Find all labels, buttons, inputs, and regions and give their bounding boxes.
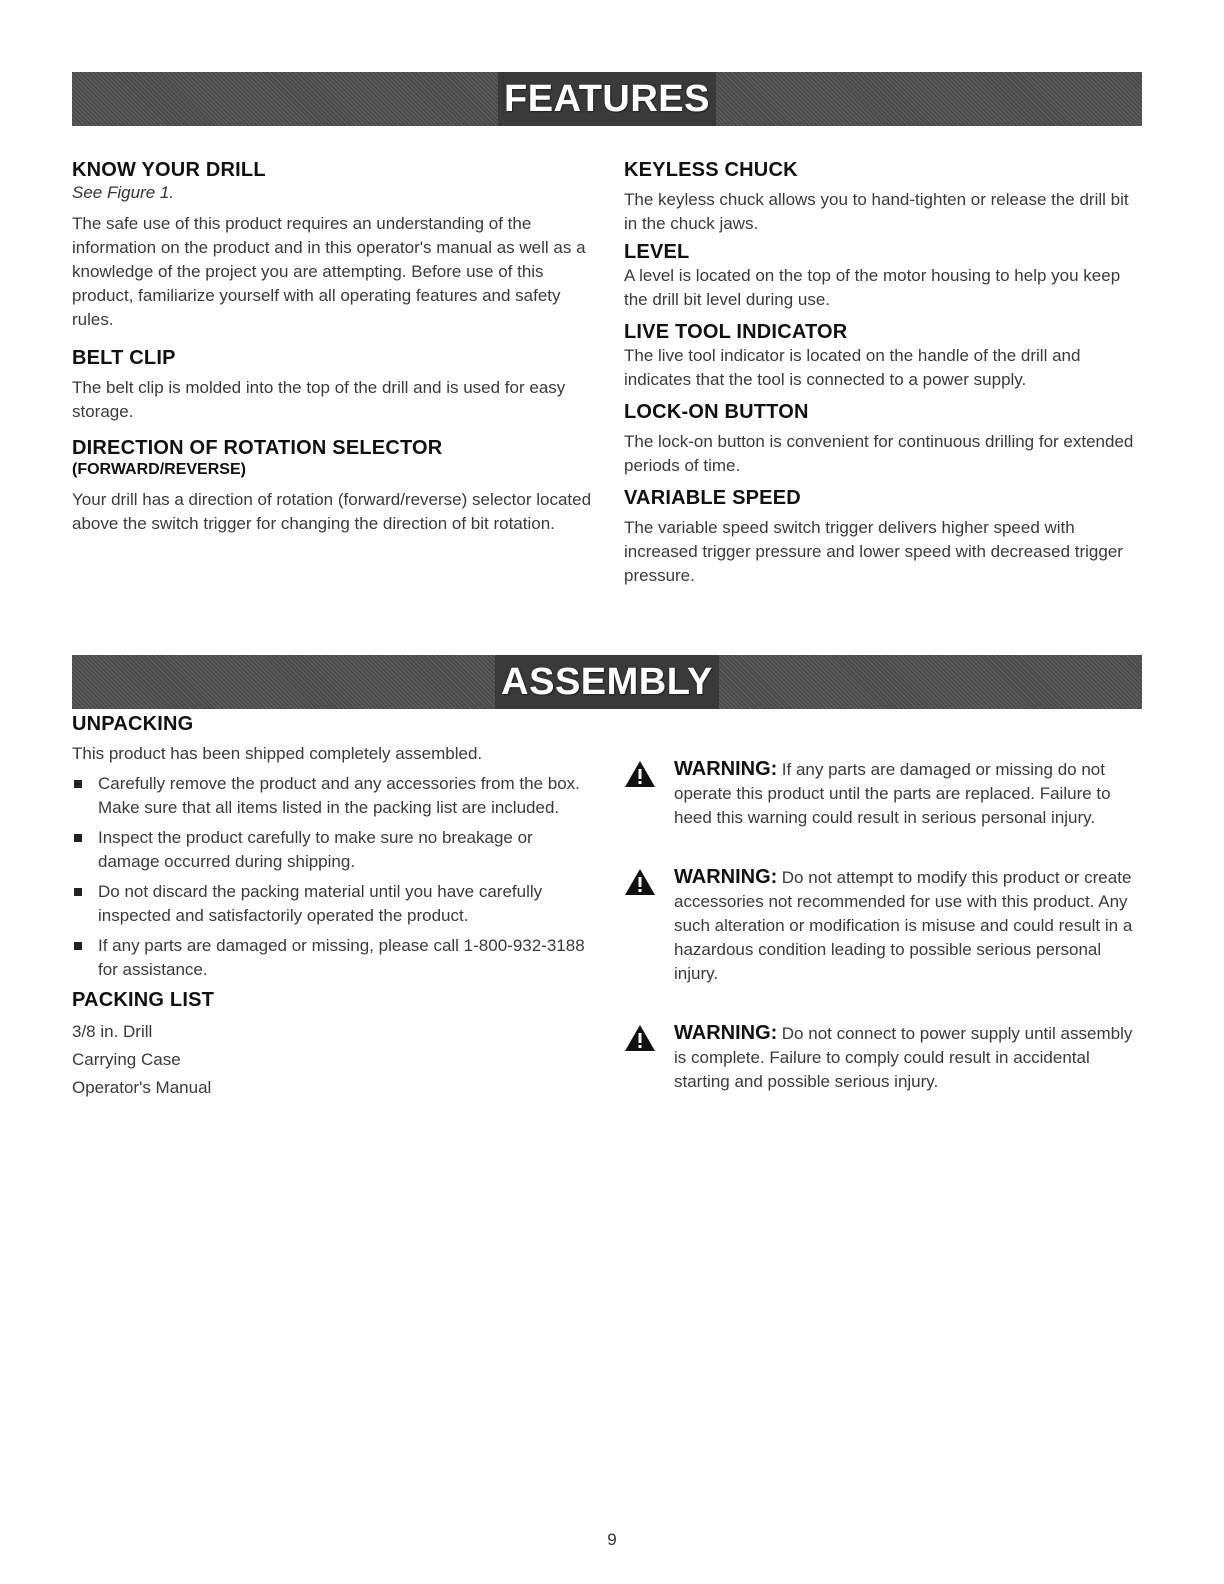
direction-body: Your drill has a direction of rotation (forward/reverse) selector located above the switch trigger for changing the direction of bit rotation. <box>72 490 592 533</box>
warning-triangle-icon <box>624 760 656 788</box>
bullet-icon <box>74 942 82 950</box>
see-figure-note: See Figure 1. <box>72 183 175 202</box>
features-left-column <box>72 158 592 536</box>
level-body: A level is located on the top of the motor housing to help you keep the drill bit level during use. <box>624 266 1121 309</box>
direction-subheading: (FORWARD/REVERSE) <box>72 461 246 478</box>
features-right-column <box>624 158 1144 588</box>
features-title: FEATURES <box>498 72 716 126</box>
assembly-right-column <box>624 758 1144 1094</box>
list-item <box>72 772 592 820</box>
lock-on-body: The lock-on button is convenient for continuous drilling for extended periods of time. <box>624 432 1134 475</box>
page-number: 9 <box>607 1530 617 1549</box>
bullet-icon <box>74 834 82 842</box>
belt-clip-body: The belt clip is molded into the top of the drill and is used for easy storage. <box>72 378 566 421</box>
assembly-left-column <box>72 712 592 1102</box>
warning-label: WARNING: <box>674 1022 778 1044</box>
warning-triangle-icon <box>624 1024 656 1052</box>
unpacking-list <box>72 772 592 982</box>
bullet-icon <box>74 888 82 896</box>
list-item-text: If any parts are damaged or missing, please call 1-800-932-3188 for assistance. <box>98 936 585 979</box>
warning-block <box>624 758 1144 830</box>
direction-heading: DIRECTION OF ROTATION SELECTOR <box>72 437 443 459</box>
packing-list-heading: PACKING LIST <box>72 989 215 1011</box>
variable-speed-body: The variable speed switch trigger delivers higher speed with increased trigger pressure and lower speed with decreased trigger pressure. <box>624 518 1123 585</box>
packing-item: Operator's Manual <box>72 1078 212 1097</box>
unpacking-intro: This product has been shipped completely assembled. <box>72 744 483 763</box>
bullet-icon <box>74 780 82 788</box>
features-banner <box>72 72 1142 126</box>
assembly-banner <box>72 655 1142 709</box>
warning-block <box>624 1022 1144 1094</box>
warning-text: If any parts are damaged or missing do not operate this product until the parts are replaced. Failure to heed this warning could result in serious personal injury. <box>674 760 1111 827</box>
assembly-title: ASSEMBLY <box>495 655 719 709</box>
list-item <box>72 826 592 874</box>
live-tool-body: The live tool indicator is located on the handle of the drill and indicates that the tool is connected to a power supply. <box>624 346 1081 389</box>
list-item-text: Do not discard the packing material until you have carefully inspected and satisfactorily operated the product. <box>98 882 543 925</box>
warning-block <box>624 866 1144 986</box>
level-heading: LEVEL <box>624 241 690 263</box>
packing-item: 3/8 in. Drill <box>72 1022 153 1041</box>
unpacking-heading: UNPACKING <box>72 713 194 735</box>
keyless-chuck-heading: KEYLESS CHUCK <box>624 159 798 181</box>
warning-triangle-icon <box>624 868 656 896</box>
warning-text: Do not connect to power supply until assembly is complete. Failure to comply could result in accidental starting and possible serious injury. <box>674 1024 1133 1091</box>
warning-label: WARNING: <box>674 866 778 888</box>
packing-item: Carrying Case <box>72 1050 181 1069</box>
keyless-chuck-body: The keyless chuck allows you to hand-tighten or release the drill bit in the chuck jaws. <box>624 190 1129 233</box>
list-item-text: Carefully remove the product and any accessories from the box. Make sure that all items listed in the packing list are included. <box>98 774 580 817</box>
warning-label: WARNING: <box>674 758 778 780</box>
list-item <box>72 880 592 928</box>
warning-text: Do not attempt to modify this product or create accessories not recommended for use with this product. Any such alteration or modification is misuse and could result in a hazardous condition leading to possible serious personal injury. <box>674 868 1133 983</box>
list-item-text: Inspect the product carefully to make sure no breakage or damage occurred during shipping. <box>98 828 533 871</box>
belt-clip-heading: BELT CLIP <box>72 347 176 369</box>
know-your-drill-heading: KNOW YOUR DRILL <box>72 159 266 181</box>
lock-on-heading: LOCK-ON BUTTON <box>624 401 809 423</box>
list-item <box>72 934 592 982</box>
know-your-drill-body: The safe use of this product requires an understanding of the information on the product and in this operator's manual as well as a knowledge of the project you are attempting. Before use of this product, familiarize yourself with all operating features and safety rules. <box>72 214 586 329</box>
variable-speed-heading: VARIABLE SPEED <box>624 487 801 509</box>
live-tool-heading: LIVE TOOL INDICATOR <box>624 321 848 343</box>
